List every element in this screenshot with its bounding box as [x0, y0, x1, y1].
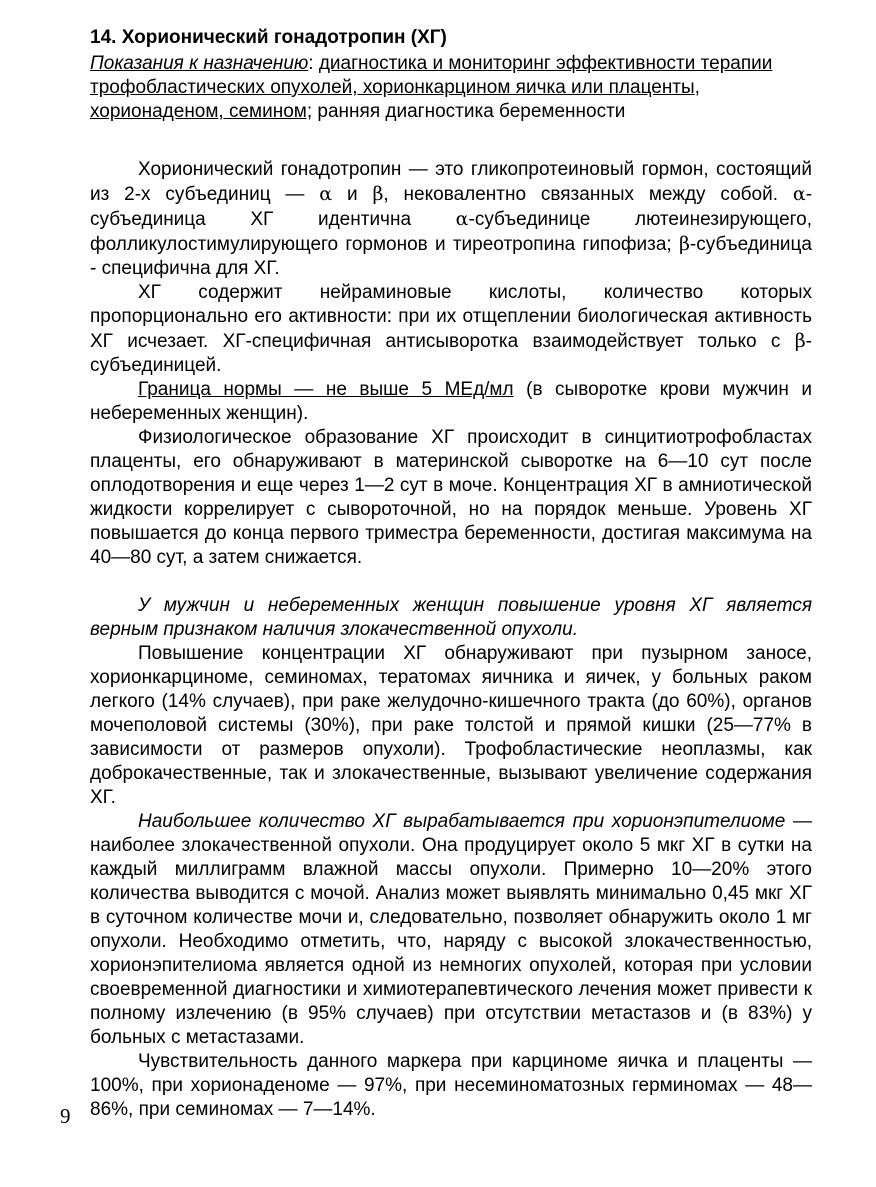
paragraph-sialic-acids: [90, 281, 812, 378]
p2-text-2: -субъединицей.: [90, 331, 812, 376]
beta-symbol: β: [794, 330, 806, 352]
indications-underlined: диагностика и мониторинг эффективности терапии трофобластических опухолей, хорионкарцином яичка или плаценты, хорионаденом, семином;: [90, 53, 773, 122]
paragraph-structure: [90, 158, 812, 281]
normal-range-limit: Граница нормы — не выше 5 МЕд/мл: [138, 379, 514, 400]
alpha-symbol: α: [455, 208, 469, 230]
normal-range-note: (в сыворотке крови мужчин и небеременных женщин).: [90, 379, 812, 424]
p1-text-6: -субъединица - специфична для ХГ.: [90, 234, 812, 279]
indications-colon: :: [308, 53, 319, 74]
alpha-symbol: α: [792, 183, 806, 205]
p1-text-5: -субъединице лютеинезирующего, фолликулостимулирующего гормонов и тиреотропина гипофиза;: [90, 209, 812, 255]
paragraph-chorionepithelioma: [90, 810, 812, 1050]
chorionepithelioma-text: — наиболее злокачественной опухоли. Она продуцирует около 5 мкг ХГ в сутки на каждый миллиграмм влажной массы опухоли. Примерно 10—20% этого количества выводится с мочой. Анализ может выявлять минимально 0,45 мкг ХГ в суточном количестве мочи и, следовательно, позволяет обнаружить около 1 мг опухоли. Необходимо отметить, что, наряду с высокой злокачественностью, хорионэпителиома является одной из немногих опухолей, которая при условии своевременной диагностики и химиотерапевтического лечения может привести к полному излечению (в 95% случаев) при отсутствии метастазов и (в 83%) у больных с метастазами.: [90, 811, 813, 1048]
beta-symbol: β: [678, 233, 690, 255]
indications-label: Показания к назначению: [90, 53, 309, 74]
paragraph-malignancy-sign: У мужчин и небеременных женщин повышение уровня ХГ является верным признаком наличия злокачественной опухоли.: [90, 595, 812, 640]
page-number: 9: [60, 1104, 71, 1128]
paragraph-physiology: Физиологическое образование ХГ происходит в синцитиотрофобластах плаценты, его обнаруживают в материнской сыворотке на 6—10 сут после оплодотворения и еще через 1—2 сут в моче. Концентрация ХГ в амниотической жидкости коррелирует с сывороточной, но на порядок меньше. Уровень ХГ повышается до конца первого триместра беременности, достигая максимума на 40—80 сут, а затем снижается.: [90, 427, 812, 568]
indications-line: [90, 52, 812, 124]
paragraph-sensitivity: Чувствительность данного маркера при карциноме яичка и плаценты — 100%, при хорионаденоме — 97%, при несеминоматозных герминомах — 48—86%, при семиномах — 7—14%.: [90, 1051, 812, 1120]
p1-text-1: Хорионический гонадотропин — это гликопротеиновый гормон, состоящий из 2-х субъединиц —: [90, 159, 812, 205]
alpha-symbol: α: [319, 183, 333, 205]
section-heading: 14. Хорионический гонадотропин (ХГ): [90, 27, 447, 48]
beta-symbol: β: [372, 183, 384, 205]
chorionepithelioma-emphasis: Наибольшее количество ХГ вырабатывается при хорионэпителиоме: [138, 811, 786, 832]
indications-rest: ранняя диагностика беременности: [312, 101, 626, 122]
paragraph-elevation-causes: Повышение концентрации ХГ обнаруживают при пузырном заносе, хорионкарциноме, семиномах, тератомах яичника и яичек, у больных раком легкого (14% случаев), при раке желудочно-кишечного тракта (до 60%), органов мочеполовой системы (30%), при раке толстой и прямой кишки (25—77% в зависимости от размеров опухоли). Трофобластические неоплазмы, как доброкачественные, так и злокачественные, вызывают увеличение содержания ХГ.: [90, 643, 812, 808]
p1-text-2: и: [332, 184, 373, 205]
p1-text-4: -субъединица ХГ идентична: [90, 184, 813, 230]
paragraph-normal-range: [90, 378, 812, 426]
page-content: [90, 26, 812, 1122]
p2-text-1: ХГ содержит нейраминовые кислоты, количество которых пропорционально его активности: при их отщеплении биологическая активность ХГ исчезает. ХГ-специфичная антисыворотка взаимодействует только с: [90, 282, 812, 352]
p1-text-3: , нековалентно связанных между собой.: [383, 184, 793, 205]
